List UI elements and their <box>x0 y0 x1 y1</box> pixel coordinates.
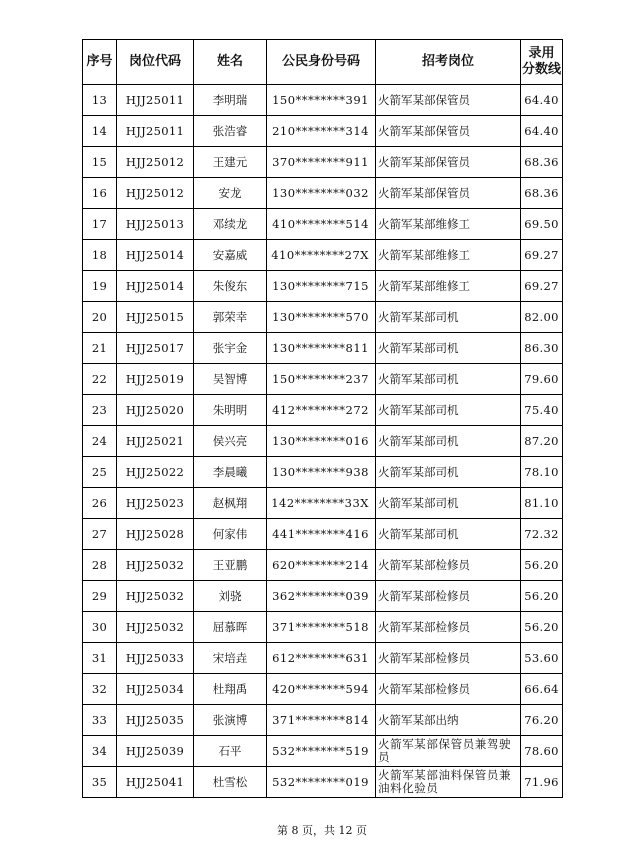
cell-seq: 26 <box>83 488 117 519</box>
cell-post: 火箭军某部司机 <box>376 364 521 395</box>
cell-seq: 32 <box>83 674 117 705</box>
table-row <box>83 612 563 643</box>
cell-score: 64.40 <box>521 116 563 147</box>
cell-name: 杜雪松 <box>194 767 267 798</box>
cell-id: 612********631 <box>267 643 376 674</box>
cell-score: 75.40 <box>521 395 563 426</box>
table-row <box>83 674 563 705</box>
cell-post: 火箭军某部维修工 <box>376 240 521 271</box>
cell-code: HJJ25014 <box>117 271 194 302</box>
table-row <box>83 488 563 519</box>
cell-name: 宋培垚 <box>194 643 267 674</box>
cell-id: 362********039 <box>267 581 376 612</box>
cell-seq: 27 <box>83 519 117 550</box>
cell-score: 64.40 <box>521 85 563 116</box>
header-id: 公民身份号码 <box>267 40 376 85</box>
cell-name: 张浩睿 <box>194 116 267 147</box>
cell-score: 71.96 <box>521 767 563 798</box>
cell-seq: 28 <box>83 550 117 581</box>
cell-code: HJJ25034 <box>117 674 194 705</box>
cell-score: 68.36 <box>521 147 563 178</box>
cell-post: 火箭军某部油料保管员兼油料化验员 <box>376 767 521 798</box>
cell-id: 130********811 <box>267 333 376 364</box>
cell-seq: 20 <box>83 302 117 333</box>
table-row <box>83 302 563 333</box>
header-seq: 序号 <box>83 40 117 85</box>
cell-id: 130********570 <box>267 302 376 333</box>
cell-code: HJJ25033 <box>117 643 194 674</box>
cell-seq: 23 <box>83 395 117 426</box>
table-row <box>83 178 563 209</box>
page-footer: 第 8 页，共 12 页 <box>277 824 367 837</box>
cell-id: 142********33X <box>267 488 376 519</box>
cell-name: 郭荣幸 <box>194 302 267 333</box>
cell-code: HJJ25021 <box>117 426 194 457</box>
cell-seq: 25 <box>83 457 117 488</box>
cell-code: HJJ25019 <box>117 364 194 395</box>
cell-post: 火箭军某部检修员 <box>376 581 521 612</box>
cell-id: 412********272 <box>267 395 376 426</box>
table-row <box>83 271 563 302</box>
cell-score: 72.32 <box>521 519 563 550</box>
cell-id: 441********416 <box>267 519 376 550</box>
cell-code: HJJ25012 <box>117 147 194 178</box>
cell-seq: 34 <box>83 736 117 767</box>
cell-score: 69.27 <box>521 271 563 302</box>
cell-code: HJJ25032 <box>117 550 194 581</box>
cell-seq: 35 <box>83 767 117 798</box>
cell-seq: 14 <box>83 116 117 147</box>
cell-id: 130********032 <box>267 178 376 209</box>
cell-seq: 21 <box>83 333 117 364</box>
cell-code: HJJ25035 <box>117 705 194 736</box>
table-row <box>83 395 563 426</box>
cell-post: 火箭军某部出纳 <box>376 705 521 736</box>
admission-table <box>82 39 563 798</box>
cell-seq: 33 <box>83 705 117 736</box>
table-row <box>83 333 563 364</box>
cell-score: 86.30 <box>521 333 563 364</box>
table-row <box>83 581 563 612</box>
cell-post: 火箭军某部司机 <box>376 395 521 426</box>
cell-post: 火箭军某部保管员 <box>376 147 521 178</box>
cell-name: 赵枫翔 <box>194 488 267 519</box>
cell-score: 56.20 <box>521 550 563 581</box>
table-row <box>83 736 563 767</box>
cell-name: 吴智博 <box>194 364 267 395</box>
cell-score: 56.20 <box>521 581 563 612</box>
cell-name: 屈慕晖 <box>194 612 267 643</box>
cell-id: 210********314 <box>267 116 376 147</box>
table-row <box>83 364 563 395</box>
cell-name: 张宇金 <box>194 333 267 364</box>
cell-id: 420********594 <box>267 674 376 705</box>
cell-score: 68.36 <box>521 178 563 209</box>
cell-post: 火箭军某部司机 <box>376 426 521 457</box>
header-score <box>521 40 563 85</box>
cell-id: 371********518 <box>267 612 376 643</box>
header-score-line1: 录用 <box>528 46 555 61</box>
cell-seq: 22 <box>83 364 117 395</box>
cell-score: 81.10 <box>521 488 563 519</box>
cell-code: HJJ25039 <box>117 736 194 767</box>
cell-score: 82.00 <box>521 302 563 333</box>
cell-id: 532********019 <box>267 767 376 798</box>
cell-id: 410********514 <box>267 209 376 240</box>
cell-name: 邓续龙 <box>194 209 267 240</box>
cell-name: 李晨曦 <box>194 457 267 488</box>
cell-post: 火箭军某部维修工 <box>376 209 521 240</box>
table-row <box>83 519 563 550</box>
cell-score: 87.20 <box>521 426 563 457</box>
cell-post: 火箭军某部保管员兼驾驶员 <box>376 736 521 767</box>
cell-name: 李明瑞 <box>194 85 267 116</box>
table-row <box>83 426 563 457</box>
cell-score: 76.20 <box>521 705 563 736</box>
table-row <box>83 85 563 116</box>
cell-id: 130********016 <box>267 426 376 457</box>
cell-post: 火箭军某部司机 <box>376 457 521 488</box>
cell-name: 王建元 <box>194 147 267 178</box>
cell-name: 王亚鹏 <box>194 550 267 581</box>
header-post: 招考岗位 <box>376 40 521 85</box>
cell-post: 火箭军某部检修员 <box>376 643 521 674</box>
cell-code: HJJ25020 <box>117 395 194 426</box>
cell-seq: 24 <box>83 426 117 457</box>
cell-post: 火箭军某部维修工 <box>376 271 521 302</box>
cell-score: 53.60 <box>521 643 563 674</box>
cell-score: 56.20 <box>521 612 563 643</box>
cell-seq: 30 <box>83 612 117 643</box>
cell-name: 安龙 <box>194 178 267 209</box>
cell-seq: 17 <box>83 209 117 240</box>
cell-id: 150********391 <box>267 85 376 116</box>
table-body <box>83 85 563 798</box>
cell-id: 410********27X <box>267 240 376 271</box>
cell-post: 火箭军某部司机 <box>376 333 521 364</box>
cell-score: 69.27 <box>521 240 563 271</box>
cell-id: 370********911 <box>267 147 376 178</box>
cell-seq: 16 <box>83 178 117 209</box>
table-row <box>83 209 563 240</box>
cell-name: 杜翔禹 <box>194 674 267 705</box>
cell-seq: 13 <box>83 85 117 116</box>
cell-name: 朱俊东 <box>194 271 267 302</box>
cell-id: 532********519 <box>267 736 376 767</box>
cell-code: HJJ25022 <box>117 457 194 488</box>
cell-name: 张演博 <box>194 705 267 736</box>
cell-seq: 31 <box>83 643 117 674</box>
cell-code: HJJ25032 <box>117 612 194 643</box>
cell-code: HJJ25013 <box>117 209 194 240</box>
cell-id: 371********814 <box>267 705 376 736</box>
cell-seq: 19 <box>83 271 117 302</box>
table-row <box>83 767 563 798</box>
cell-score: 66.64 <box>521 674 563 705</box>
cell-id: 130********715 <box>267 271 376 302</box>
cell-code: HJJ25011 <box>117 116 194 147</box>
cell-code: HJJ25011 <box>117 85 194 116</box>
cell-code: HJJ25014 <box>117 240 194 271</box>
header-code: 岗位代码 <box>117 40 194 85</box>
cell-seq: 15 <box>83 147 117 178</box>
table-row <box>83 116 563 147</box>
cell-score: 78.10 <box>521 457 563 488</box>
table-row <box>83 550 563 581</box>
cell-name: 朱明明 <box>194 395 267 426</box>
table-row <box>83 240 563 271</box>
cell-name: 安嘉威 <box>194 240 267 271</box>
cell-score: 79.60 <box>521 364 563 395</box>
cell-post: 火箭军某部司机 <box>376 302 521 333</box>
cell-name: 何家伟 <box>194 519 267 550</box>
cell-score: 78.60 <box>521 736 563 767</box>
cell-seq: 18 <box>83 240 117 271</box>
cell-post: 火箭军某部检修员 <box>376 550 521 581</box>
cell-post: 火箭军某部检修员 <box>376 674 521 705</box>
table-row <box>83 705 563 736</box>
cell-name: 刘骁 <box>194 581 267 612</box>
cell-post: 火箭军某部保管员 <box>376 116 521 147</box>
table-row <box>83 643 563 674</box>
cell-code: HJJ25023 <box>117 488 194 519</box>
cell-post: 火箭军某部司机 <box>376 488 521 519</box>
cell-post: 火箭军某部司机 <box>376 519 521 550</box>
cell-code: HJJ25032 <box>117 581 194 612</box>
header-score-line2: 分数线 <box>521 62 561 77</box>
table-header-row <box>83 40 563 85</box>
cell-id: 150********237 <box>267 364 376 395</box>
table-row <box>83 457 563 488</box>
cell-post: 火箭军某部保管员 <box>376 85 521 116</box>
cell-code: HJJ25012 <box>117 178 194 209</box>
table-row <box>83 147 563 178</box>
header-name: 姓名 <box>194 40 267 85</box>
cell-name: 侯兴亮 <box>194 426 267 457</box>
cell-post: 火箭军某部检修员 <box>376 612 521 643</box>
cell-id: 620********214 <box>267 550 376 581</box>
cell-seq: 29 <box>83 581 117 612</box>
cell-code: HJJ25017 <box>117 333 194 364</box>
cell-code: HJJ25015 <box>117 302 194 333</box>
cell-code: HJJ25041 <box>117 767 194 798</box>
cell-name: 石平 <box>194 736 267 767</box>
cell-post: 火箭军某部保管员 <box>376 178 521 209</box>
cell-score: 69.50 <box>521 209 563 240</box>
cell-id: 130********938 <box>267 457 376 488</box>
cell-code: HJJ25028 <box>117 519 194 550</box>
